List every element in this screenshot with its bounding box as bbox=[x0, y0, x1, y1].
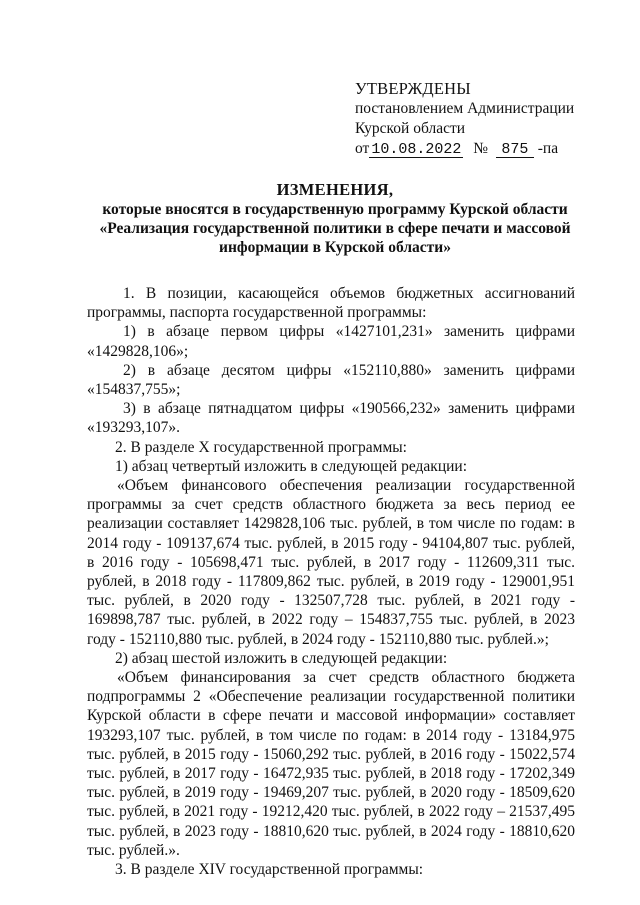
paragraph-2-item-2: 2) абзац шестой изложить в следующей редакции: bbox=[115, 649, 448, 667]
approval-line-2: Курской области bbox=[355, 120, 466, 137]
paragraph-1-item-1: 1) в абзаце первом цифры «1427101,231» заменить цифрами «1429828,106»; bbox=[87, 323, 575, 360]
number-suffix: -па bbox=[537, 140, 559, 157]
number-sign: № bbox=[473, 140, 489, 157]
document-heading bbox=[80, 180, 590, 257]
approval-title: УТВЕРЖДЕНЫ bbox=[355, 79, 471, 98]
approval-number: 875 bbox=[496, 142, 534, 158]
paragraph-2: 2. В разделе X государственной программы: bbox=[115, 438, 407, 456]
paragraph-1-item-3: 3) в абзаце пятнадцатом цифры «190566,232» заменить цифрами «193293,107». bbox=[87, 400, 575, 437]
quote-1: «Объем финансового обеспечения реализации государственной программы за счет средств областного бюджета за весь период ее реализации составляет 1429828,106 тыс. рублей, в том числе по годам: в 2014 году - 109137,674 тыс. рублей, в 2015 году - 94104,807 тыс. рублей, в 2016 году - 105698,471 тыс. рублей, в 2017 году - 112609,311 тыс. рублей, в 2018 году - 117809,862 тыс. рублей, в 2019 году - 129001,951 тыс. рублей, в 2020 году - 132507,728 тыс. рублей, в 2021 году - 169898,787 тыс. рублей, в 2022 году – 154837,755 тыс. рублей, в 2023 году - 152110,880 тыс. рублей, в 2024 году - 152110,880 тыс. рублей.»; bbox=[87, 477, 575, 648]
paragraph-1: 1. В позиции, касающейся объемов бюджетных ассигнований программы, паспорта государственной программы: bbox=[87, 285, 575, 322]
approval-date-line bbox=[355, 139, 605, 159]
heading-line-1: которые вносятся в государственную программу Курской области bbox=[102, 201, 568, 218]
approval-date: 10.08.2022 bbox=[371, 141, 462, 158]
paragraph-2-item-1: 1) абзац четвертый изложить в следующей редакции: bbox=[115, 457, 468, 475]
paragraph-3: 3. В разделе XIV государственной программы: bbox=[115, 861, 424, 879]
date-prefix: от bbox=[355, 140, 370, 157]
quote-2: «Объем финансирования за счет средств областного бюджета подпрограммы 2 «Обеспечение реализации государственной политики Курской области в сфере печати и массовой информации» составляет 193293,107 тыс. рублей, в том числе по годам: в 2014 году - 13184,975 тыс. рублей, в 2015 году - 15060,292 тыс. рублей, в 2016 году - 15022,574 тыс. рублей, в 2017 году - 16472,935 тыс. рублей, в 2018 году - 17202,349 тыс. рублей, в 2019 году - 19469,207 тыс. рублей, в 2020 году - 18509,620 тыс. рублей, в 2021 году - 19212,420 тыс. рублей, в 2022 году – 21537,495 тыс. рублей, в 2023 году - 18810,620 тыс. рублей, в 2024 году - 18810,620 тыс. рублей.». bbox=[87, 669, 575, 859]
heading-line-2: «Реализация государственной политики в сфере печати и массовой bbox=[99, 220, 571, 237]
heading-line-3: информации в Курской области» bbox=[219, 239, 451, 256]
approval-line-1: постановлением Администрации bbox=[355, 100, 575, 117]
document-body bbox=[87, 284, 575, 879]
approval-stamp bbox=[355, 79, 605, 159]
heading-title: ИЗМЕНЕНИЯ, bbox=[276, 180, 394, 199]
paragraph-1-item-2: 2) в абзаце десятом цифры «152110,880» заменить цифрами «154837,755»; bbox=[87, 361, 575, 399]
